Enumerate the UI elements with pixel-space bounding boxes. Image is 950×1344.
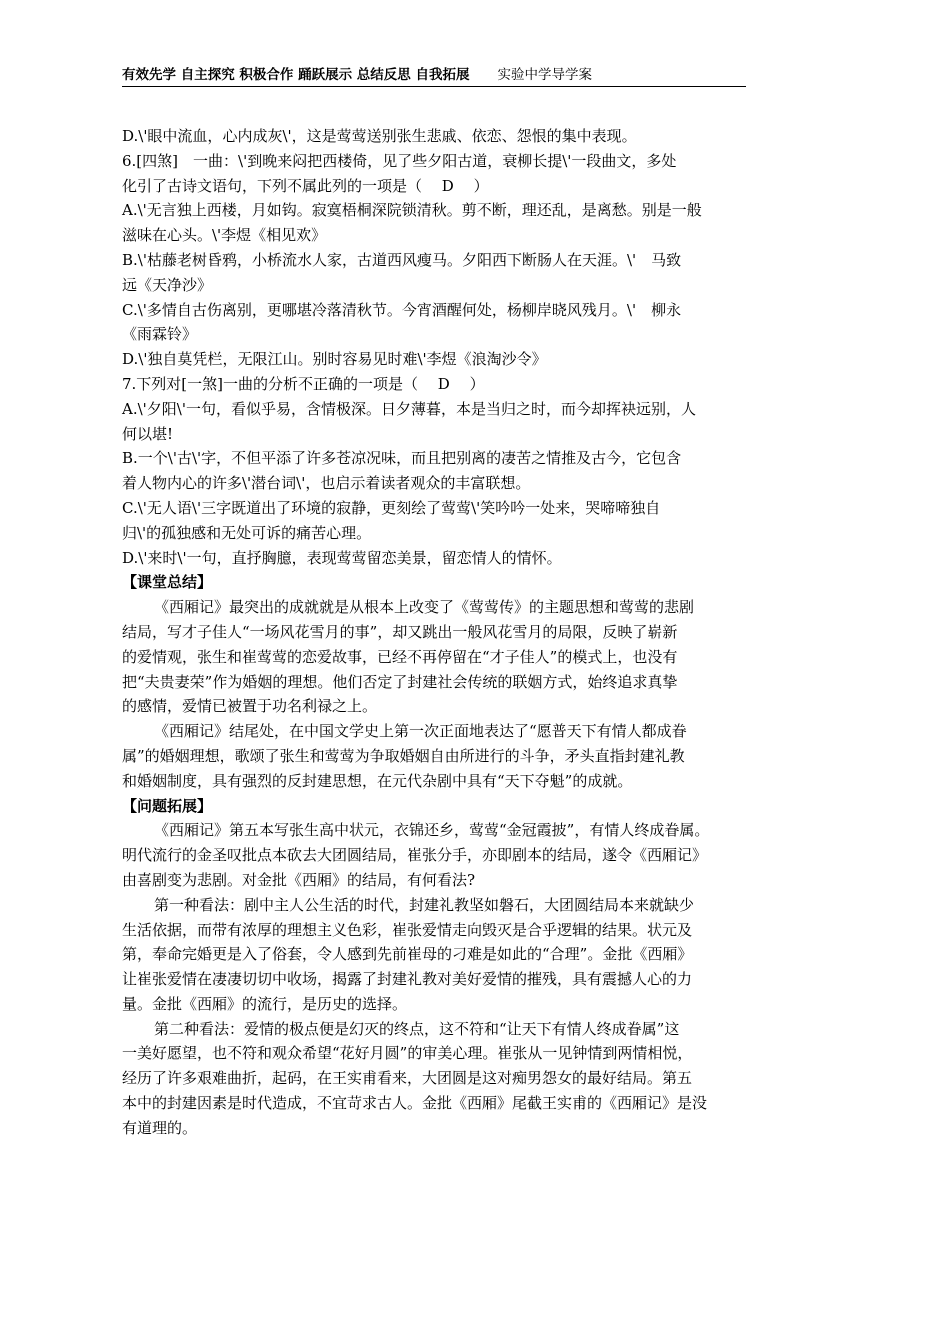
q6-option-a-line1: A.\'无言独上西楼，月如钩。寂寞梧桐深院锁清秋。剪不断，理还乱，是离愁。别是一般: [122, 201, 702, 220]
extension-p2-line5: 量。金批《西厢》的流行，是历史的选择。: [122, 994, 408, 1013]
q6-option-b-line2: 远《天净沙》: [122, 275, 213, 294]
q6-stem-line2: 化引了古诗文语句，下列不属此列的一项是（ D ）: [122, 176, 489, 195]
header-slogan: 有效先学 自主探究 积极合作 踊跃展示 总结反思 自我拓展: [122, 67, 470, 83]
q7-option-c-line2: 归\'的孤独感和无处可诉的痛苦心理。: [122, 523, 372, 542]
summary-p2-line3: 和婚姻制度，具有强烈的反封建思想，在元代杂剧中具有“天下夺魁”的成就。: [122, 771, 633, 790]
q7-option-a-line2: 何以堪!: [122, 424, 174, 443]
page-header: [122, 66, 746, 87]
document-body: [122, 124, 754, 1141]
q7-option-d: D.\'来时\'一句，直抒胸臆，表现莺莺留恋美景，留恋情人的情怀。: [122, 548, 562, 567]
extension-p3-line3: 经历了许多艰难曲折，起码，在王实甫看来，大团圆是这对痴男怨女的最好结局。第五: [122, 1069, 693, 1088]
summary-p2-line2: 属”的婚姻理想，歌颂了张生和莺莺为争取婚姻自由所进行的斗争，矛头直指封建礼教: [122, 746, 685, 765]
q7-stem: 7.下列对[一煞]一曲的分析不正确的一项是（ D ）: [122, 374, 485, 393]
summary-p2-line1: 《西厢记》结尾处，在中国文学史上第一次正面地表达了“愿普天下有情人都成眷: [154, 722, 687, 741]
q6-stem-line1: 6.[四煞] 一曲：\'到晚来闷把西楼倚，见了些夕阳古道，衰柳长提\'一段曲文，多处: [122, 151, 677, 170]
q7-option-b-line2: 着人物内心的许多\'潜台词\'，也启示着读者观众的丰富联想。: [122, 474, 531, 493]
extension-p1-line2: 明代流行的金圣叹批点本砍去大团圆结局，崔张分手，亦即剧本的结局，遂令《西厢记》: [122, 846, 708, 865]
problem-extension-section: [122, 794, 754, 1141]
q6-option-b-line1: B.\'枯藤老树昏鸦，小桥流水人家，古道西风瘦马。夕阳西下断肠人在天涯。\' 马致: [122, 250, 682, 269]
extension-p2-line1: 第一种看法：剧中主人公生活的时代，封建礼教坚如磐石，大团圆结局本来就缺少: [154, 895, 695, 914]
header-school-name: 实验中学导学案: [497, 67, 592, 83]
summary-p1-line4: 把“夫贵妻荣”作为婚姻的理想。他们否定了封建社会传统的联姻方式，始终追求真挚: [122, 672, 678, 691]
summary-p1-line1: 《西厢记》最突出的成就就是从根本上改变了《莺莺传》的主题思想和莺莺的悲剧: [154, 598, 695, 617]
problem-extension-title: 【问题拓展】: [122, 796, 213, 815]
extension-p2-line2: 生活依据，而带有浓厚的理想主义色彩，崔张爱情走向毁灭是合乎逻辑的结果。状元及: [122, 920, 693, 939]
q7-option-b-line1: B.一个\'古\'字，不但平添了许多苍凉况味，而且把别离的凄苦之情推及古今，它包含: [122, 449, 682, 468]
extension-p3-line4: 本中的封建因素是时代造成，不宜苛求古人。金批《西厢》尾截王实甫的《西厢记》是没: [122, 1094, 708, 1113]
extension-p1-line3: 由喜剧变为悲剧。对金批《西厢》的结局，有何看法?: [122, 870, 476, 889]
q7-option-c-line1: C.\'无人语\'三字既道出了环境的寂静，更刻绘了莺莺\'笑吟吟一处来，哭啼啼独自: [122, 498, 661, 517]
q6-option-a-line2: 滋味在心头。\'李煜《相见欢》: [122, 226, 327, 245]
extension-p2-line4: 让崔张爱情在凄凄切切中收场，揭露了封建礼教对美好爱情的摧残，具有震撼人心的力: [122, 970, 693, 989]
question-7: [122, 372, 754, 570]
question-6: [122, 149, 754, 372]
extension-p3-line2: 一美好愿望，也不符和观众希望“花好月圆”的审美心理。崔张从一见钟情到两情相悦，: [122, 1044, 693, 1063]
extension-p2-line3: 第，奉命完婚更是入了俗套，令人感到先前崔母的刁难是如此的“合理”。金批《西厢》: [122, 945, 693, 964]
q6-option-c-line2: 《雨霖铃》: [122, 325, 198, 344]
q5-option-d: D.\'眼中流血，心内成灰\'，这是莺莺送别张生悲戚、依恋、怨恨的集中表现。: [122, 127, 637, 145]
summary-p1-line2: 结局，写才子佳人“一场风花雪月的事”，却又跳出一般风花雪月的局限，反映了崭新: [122, 622, 678, 641]
q7-option-a-line1: A.\'夕阳\'一句，看似乎易，含情极深。日夕薄暮，本是当归之时，而今却挥袂远别，人: [122, 399, 696, 418]
class-summary-section: [122, 570, 754, 793]
extension-p3-line1: 第二种看法：爱情的极点便是幻灭的终点，这不符和“让天下有情人终成眷属”这: [154, 1019, 680, 1038]
class-summary-title: 【课堂总结】: [122, 573, 213, 592]
q6-option-c-line1: C.\'多情自古伤离别，更哪堪冷落清秋节。今宵酒醒何处，杨柳岸晓风残月。\' 柳永: [122, 300, 682, 319]
summary-p1-line3: 的爱情观，张生和崔莺莺的恋爱故事，已经不再停留在“才子佳人”的模式上，也没有: [122, 647, 678, 666]
extension-p1-line1: 《西厢记》第五本写张生高中状元，衣锦还乡，莺莺“金冠霞披”，有情人终成眷属。: [154, 821, 710, 840]
q6-option-d: D.\'独自莫凭栏，无限江山。别时容易见时难\'李煜《浪淘沙令》: [122, 350, 547, 369]
extension-p3-line5: 有道理的。: [122, 1118, 198, 1137]
summary-p1-line5: 的感情，爱情已被置于功名利禄之上。: [122, 697, 378, 716]
